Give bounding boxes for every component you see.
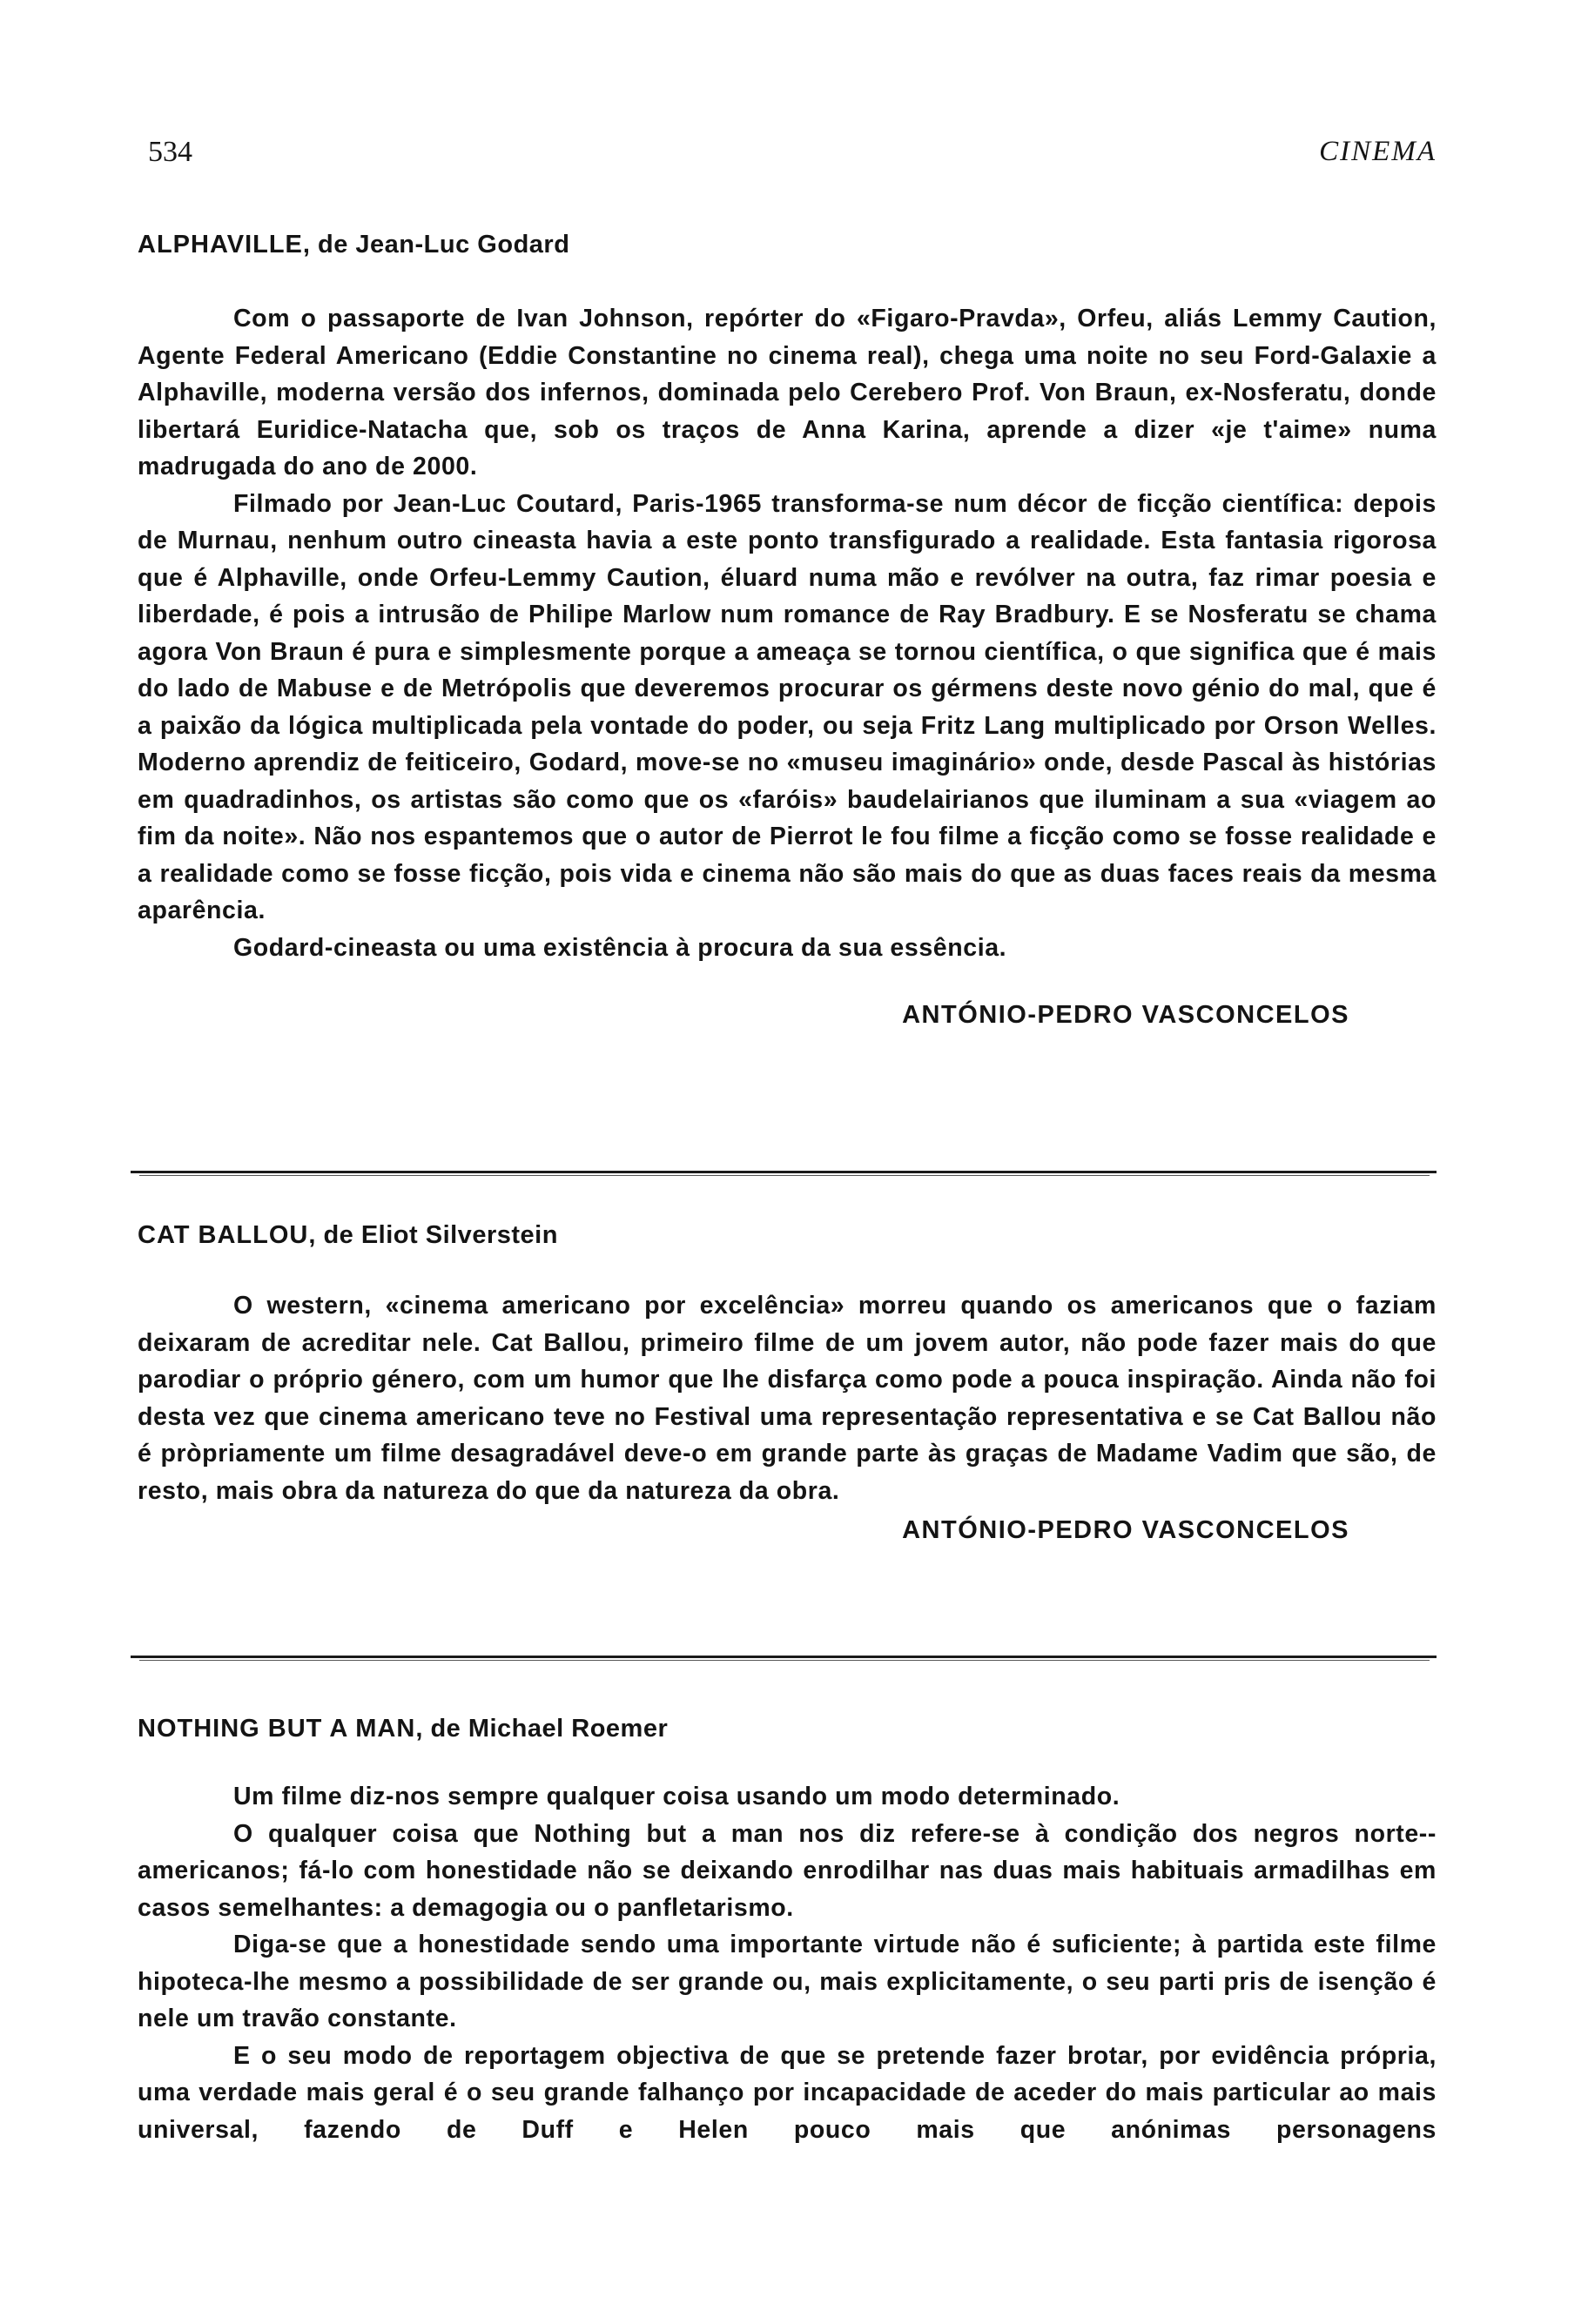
film-director: , de Jean-Luc Godard	[302, 231, 570, 259]
film-title: CAT BALLOU	[138, 1221, 309, 1249]
film-title: NOTHING BUT A MAN	[138, 1715, 416, 1743]
running-head: CINEMA	[1319, 136, 1437, 167]
paragraph: Filmado por Jean-Luc Coutard, Paris-1965 transforma-se num décor de ficção científica: depois de Murnau, nenhum outro cineasta havia a este ponto transfigurado a realidade. Esta fantasia rigorosa que é Alphaville, onde Orfeu-Lemmy Caution, éluard numa mão e revólver na outra, faz rimar poesia e liberdade, é pois a intrusão de Philipe Marlow num romance de Ray Bradbury. E se Nosferatu se chama agora Von Braun é pura e simplesmente porque a ameaça se tornou científica, o que significa que é mais do lado de Mabuse e de Metrópolis que deveremos procurar os gérmens deste novo génio do mal, que é a paixão da lógica multiplicada pela vontade do poder, ou seja Fritz Lang multiplicado por Orson Welles. Moderno aprendiz de feiticeiro, Godard, move-se no «museu imaginário» onde, desde Pascal às histórias em quadradinhos, os artistas são como que os «faróis» baudelairianos que iluminam a sua «viagem ao fim da noite». Não nos espantemos que o autor de Pierrot le fou filme a ficção como se fosse realidade e a realidade como se fosse ficção, pois vida e cinema não são mais do que as duas faces reais da mesma aparência.	[138, 489, 1437, 924]
review-title	[138, 1221, 1437, 1250]
page-number: 534	[148, 136, 192, 168]
review-body	[138, 1287, 1437, 1509]
paragraph: Godard-cineasta ou uma existência à procura da sua essência.	[233, 933, 1007, 962]
author-signature: ANTÓNIO-PEDRO VASCONCELOS	[902, 1001, 1349, 1029]
film-title: ALPHAVILLE	[138, 231, 303, 259]
paragraph: Com o passaporte de Ivan Johnson, repórter do «Figaro-Pravda», Orfeu, aliás Lemmy Caution, Agente Federal Americano (Eddie Constantine no cinema real), chega uma noite no seu Ford-Galaxie a Alphaville, moderna versão dos infernos, dominada pelo Cerebero Prof. Von Braun, ex-Nosferatu, donde libertará Euridice-Natacha que, sob os traços de Anna Karina, aprende a dizer «je t'aime» numa madrugada do ano de 2000.	[138, 305, 1437, 480]
review-nothing-but-a-man	[138, 1715, 1437, 2148]
review-body	[138, 300, 1437, 966]
paragraph: Um filme diz-nos sempre qualquer coisa usando um modo determinado.	[233, 1783, 1120, 1810]
paragraph: O western, «cinema americano por excelência» morreu quando os americanos que o faziam deixaram de acreditar nele. Cat Ballou, primeiro filme de um jovem autor, não pode fazer mais do que parodiar o próprio género, com um humor que lhe disfarça como pode a pouca inspiração. Ainda não foi desta vez que cinema americano teve no Festival uma representação representativa e se Cat Ballou não é pròpriamente um filme desagradável deve-o em grande parte às graças de Madame Vadim que são, de resto, mais obra da natureza do que da natureza da obra.	[138, 1292, 1437, 1505]
review-title	[138, 231, 1437, 259]
paragraph: E o seu modo de reportagem objectiva de que se pretende fazer brotar, por evidência própria, uma verdade mais geral é o seu grande falhanço por incapacidade de aceder do mais particular ao mais universal, fazendo de Duff e Helen pouco mais que anónimas personagens	[138, 2041, 1437, 2144]
paragraph: O qualquer coisa que Nothing but a man nos diz refere-se à condição dos negros norte--americanos; fá-lo com honestidade não se deixando enrodilhar nas duas mais habituais armadilhas em casos semelhantes: a demagogia ou o panfletarismo.	[138, 1819, 1437, 1922]
review-cat-ballou	[138, 1221, 1437, 1545]
author-signature: ANTÓNIO-PEDRO VASCONCELOS	[902, 1516, 1349, 1544]
review-alphaville	[138, 231, 1437, 1030]
paragraph: Diga-se que a honestidade sendo uma importante virtude não é suficiente; à partida este filme hipoteca-lhe mesmo a possibilidade de ser grande ou, mais explicitamente, o seu parti pris de isenção é nele um travão constante.	[138, 1931, 1437, 2032]
film-director: , de Eliot Silverstein	[308, 1221, 558, 1249]
review-title	[138, 1715, 1437, 1743]
section-divider	[131, 1656, 1437, 1658]
page-header	[148, 136, 1437, 179]
section-divider	[131, 1171, 1437, 1173]
review-body	[138, 1778, 1437, 2148]
film-director: , de Michael Roemer	[415, 1715, 669, 1743]
